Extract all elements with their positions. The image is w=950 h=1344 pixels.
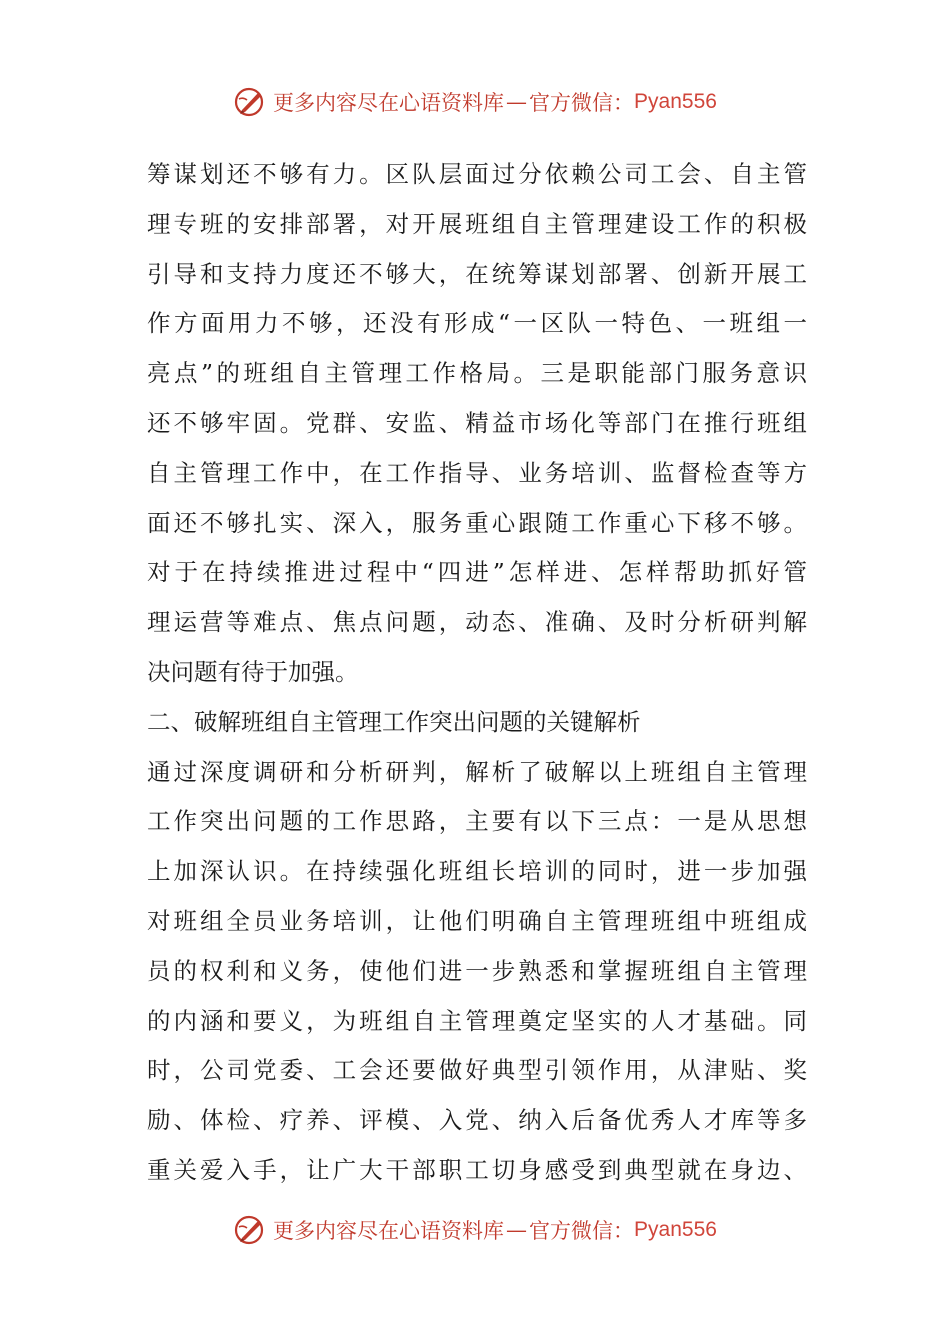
text-line: 决问题有待于加强。 <box>147 657 359 686</box>
header-title: 更多内容尽在心语资料库 <box>273 91 505 115</box>
text-line: 重关爱入手，让广大干部职工切身感受到典型就在身边、 <box>147 1155 807 1184</box>
text-line: 亮点”的班组自主管理工作格局。三是职能部门服务意识 <box>147 359 807 388</box>
text-line: 理专班的安排部署，对开展班组自主管理建设工作的积极 <box>147 209 807 238</box>
header-subtitle: 官方微信： <box>529 91 635 115</box>
text-line: 励、体检、疗养、评模、入党、纳入后备优秀人才库等多 <box>147 1106 807 1135</box>
text-line: 还不够牢固。党群、安监、精益市场化等部门在推行班组 <box>147 408 807 437</box>
text-line: 上加深认识。在持续强化班组长培训的同时，进一步加强 <box>147 857 807 886</box>
footer-subtitle: 官方微信： <box>529 1219 635 1243</box>
footer-wechat-id: Pyan556 <box>634 1218 717 1241</box>
text-line: 作方面用力不够，还没有形成“一区队一特色、一班组一 <box>147 309 807 338</box>
text-line: 对班组全员业务培训，让他们明确自主管理班组中班组成 <box>147 906 807 935</box>
header-banner <box>0 82 950 122</box>
pen-quill-logo-icon <box>233 85 267 119</box>
text-line: 通过深度调研和分析研判，解析了破解以上班组自主管理 <box>147 757 807 786</box>
text-line: 时，公司党委、工会还要做好典型引领作用，从津贴、奖 <box>147 1056 807 1085</box>
text-line: 的内涵和要义，为班组自主管理奠定坚实的人才基础。同 <box>147 1006 807 1035</box>
footer-banner <box>0 1210 950 1250</box>
footer-separator: — <box>506 1218 528 1242</box>
text-line: 自主管理工作中，在工作指导、业务培训、监督检查等方 <box>147 458 807 487</box>
text-line: 面还不够扎实、深入，服务重心跟随工作重心下移不够。 <box>147 508 807 537</box>
text-line: 员的权利和义务，使他们进一步熟悉和掌握班组自主管理 <box>147 956 807 985</box>
text-line: 引导和支持力度还不够大，在统筹谋划部署、创新开展工 <box>147 259 807 288</box>
text-line: 筹谋划还不够有力。区队层面过分依赖公司工会、自主管 <box>147 160 807 188</box>
section-heading: 二、破解班组自主管理工作突出问题的关键解析 <box>147 707 641 736</box>
pen-quill-logo-icon <box>233 1213 267 1247</box>
header-wechat-id: Pyan556 <box>634 90 717 113</box>
text-line: 工作突出问题的工作思路，主要有以下三点：一是从思想 <box>147 807 807 836</box>
text-line: 对于在持续推进过程中“四进”怎样进、怎样帮助抓好管 <box>147 558 807 587</box>
header-separator: — <box>506 90 528 114</box>
text-line: 理运营等难点、焦点问题，动态、准确、及时分析研判解 <box>147 608 807 637</box>
document-body <box>147 150 807 1196</box>
footer-title: 更多内容尽在心语资料库 <box>273 1219 505 1243</box>
